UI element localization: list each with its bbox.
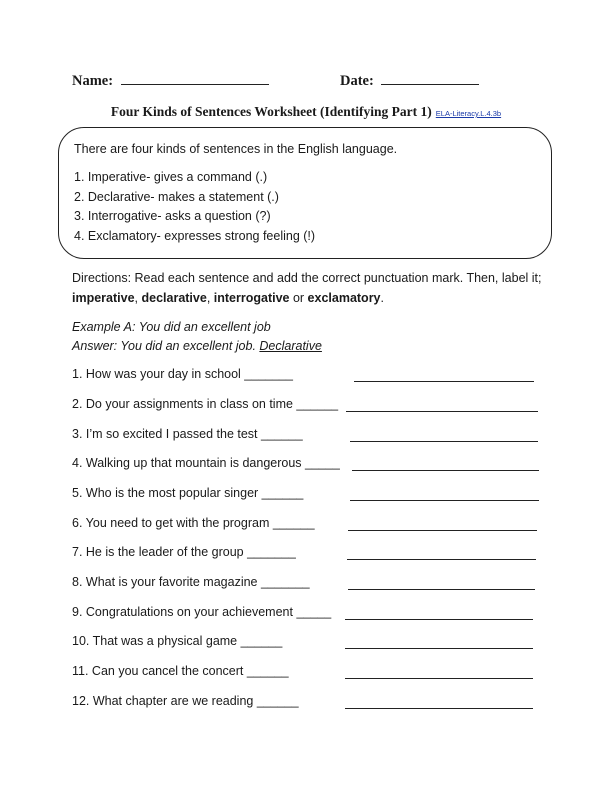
example-sentence: Example A: You did an excellent job	[72, 320, 271, 334]
example-block	[72, 318, 322, 356]
standard-link[interactable]: ELA-Literacy.L.4.3b	[435, 109, 502, 118]
question-8: 8. What is your favorite magazine _______	[72, 575, 310, 589]
question-3: 3. I’m so excited I passed the test ______	[72, 427, 303, 441]
period: .	[380, 291, 384, 305]
question-12: 12. What chapter are we reading ______	[72, 694, 299, 708]
question-1: 1. How was your day in school _______	[72, 367, 293, 381]
answer-line-9[interactable]	[345, 619, 533, 620]
question-6: 6. You need to get with the program ______	[72, 516, 315, 530]
example-answer	[72, 337, 322, 356]
kind-item: 3. Interrogative- asks a question (?)	[74, 209, 271, 223]
question-10: 10. That was a physical game ______	[72, 634, 283, 648]
sentence-kinds-box	[58, 127, 552, 259]
kind-item: 4. Exclamatory- expresses strong feeling (!)	[74, 228, 316, 243]
answer-line-1[interactable]	[354, 381, 534, 382]
question-2: 2. Do your assignments in class on time ______	[72, 397, 339, 411]
worksheet-title	[0, 104, 612, 120]
answer-line-11[interactable]	[345, 678, 533, 679]
separator: or	[289, 291, 308, 305]
answer-line-4[interactable]	[352, 470, 539, 471]
kind-imperative: imperative	[72, 291, 135, 305]
question-9: 9. Congratulations on your achievement _____	[72, 605, 332, 619]
directions	[72, 268, 552, 308]
question-5: 5. Who is the most popular singer ______	[72, 486, 304, 500]
answer-line-12[interactable]	[345, 708, 533, 709]
directions-text: Directions: Read each sentence and add the correct punctuation mark. Then, label it;	[72, 271, 542, 285]
date-label: Date:	[340, 73, 374, 89]
question-11: 11. Can you cancel the concert ______	[72, 664, 289, 678]
separator: ,	[134, 291, 142, 305]
question-4: 4. Walking up that mountain is dangerous _____	[72, 456, 340, 470]
box-intro: There are four kinds of sentences in the English language.	[74, 142, 398, 156]
answer-line-8[interactable]	[348, 589, 535, 590]
kind-item: 1. Imperative- gives a command (.)	[74, 170, 268, 184]
question-7: 7. He is the leader of the group _______	[72, 545, 296, 559]
example-answer-word: Declarative	[259, 339, 322, 353]
answer-line-2[interactable]	[346, 411, 538, 412]
kind-item: 2. Declarative- makes a statement (.)	[74, 189, 279, 204]
separator: ,	[206, 291, 214, 305]
answer-line-7[interactable]	[347, 559, 536, 560]
kind-interrogative: interrogative	[213, 291, 290, 305]
date-field[interactable]	[340, 72, 479, 90]
name-label: Name:	[72, 73, 114, 89]
example-answer-prefix: Answer: You did an excellent job.	[72, 339, 260, 353]
name-field[interactable]	[72, 72, 269, 90]
kind-exclamatory: exclamatory	[307, 291, 381, 305]
kinds-list	[74, 170, 551, 248]
answer-line-3[interactable]	[350, 441, 538, 442]
answer-line-5[interactable]	[350, 500, 539, 501]
title-text: Four Kinds of Sentences Worksheet (Identifying Part 1)	[110, 104, 432, 119]
answer-line-10[interactable]	[345, 648, 533, 649]
answer-line-6[interactable]	[348, 530, 537, 531]
date-blank-line[interactable]	[381, 72, 479, 85]
name-blank-line[interactable]	[121, 72, 269, 85]
kind-declarative: declarative	[141, 291, 207, 305]
